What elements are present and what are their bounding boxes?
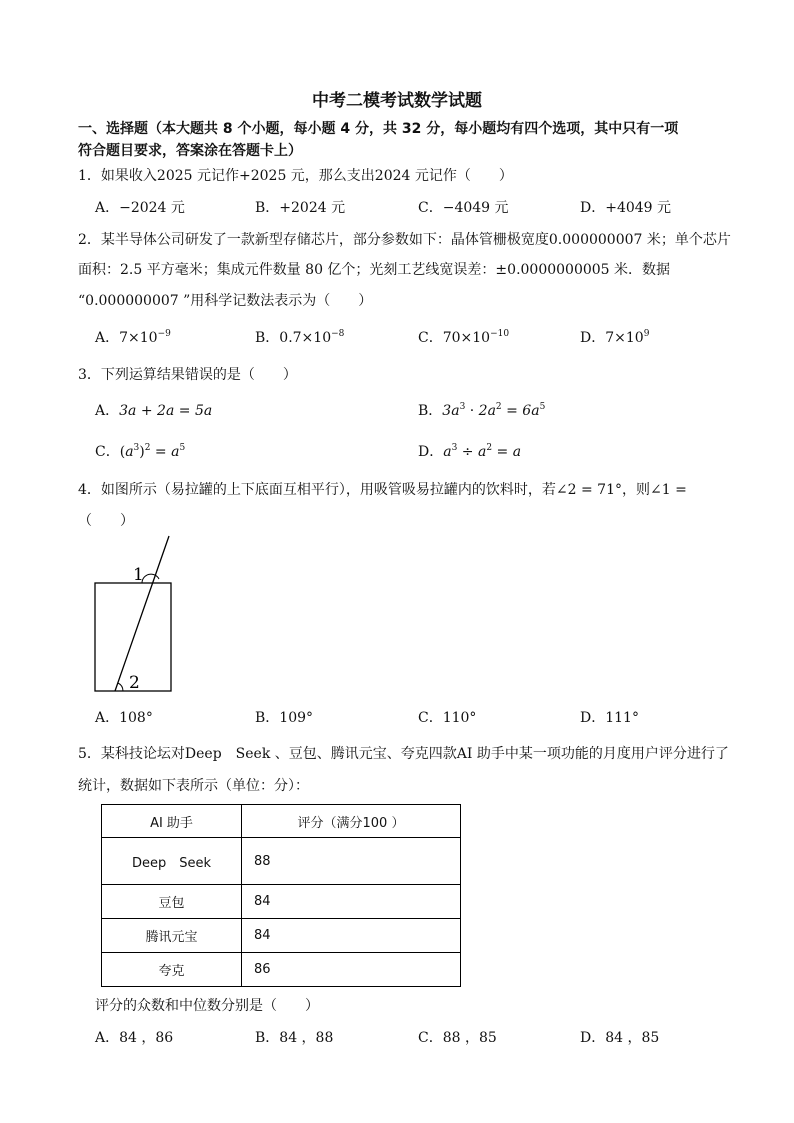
q2-option-c: C．$70\times 10^{-10}$ — [418, 329, 510, 346]
q4-option-c: C．110° — [418, 710, 477, 726]
table-cell-score: 86 — [242, 953, 461, 987]
q3-option-d: D．$a^3 \div a^2 = a$ — [418, 443, 522, 460]
table-cell-name: 豆包 — [102, 885, 242, 919]
q5-line2: 统计，数据如下表所示（单位：分）： — [78, 778, 309, 794]
q1-stem: 1．如果收入2025 元记作+2025 元，那么支出2024 元记作（ ） — [78, 168, 513, 184]
q5-option-c: C．88 ，85 — [418, 1030, 497, 1046]
q5-option-a: A．84 ，86 — [95, 1030, 174, 1046]
q2-line3: “0.000000007 ”用科学记数法表示为（ ） — [78, 293, 373, 309]
q4-line1: 4．如图所示（易拉罐的上下底面互相平行），用吸管吸易拉罐内的饮料时，若∠2 = 71°，则∠1 = — [78, 482, 687, 498]
section-heading-line1: 一、选择题（本大题共 8 个小题，每小题 4 分，共 32 分，每小题均有四个选项，其中只有一项 — [78, 121, 679, 137]
can-straw-figure — [80, 530, 190, 700]
angle2-arc — [118, 683, 123, 691]
q3-stem: 3．下列运算结果错误的是（ ） — [78, 367, 297, 383]
angle1-arc — [142, 574, 159, 583]
table-cell-score: 84 — [242, 919, 461, 953]
q2-option-d: D．$7\times 10^9$ — [580, 329, 650, 346]
table-row — [102, 885, 461, 919]
q5-option-d: D．84 ，85 — [580, 1030, 660, 1046]
angle2-label: 2 — [129, 673, 140, 693]
q2-option-b: B．$0.7\times 10^{-8}$ — [255, 329, 345, 346]
table-row — [102, 919, 461, 953]
straw-line — [115, 536, 169, 691]
table-row — [102, 953, 461, 987]
table-row — [102, 838, 461, 885]
table-cell-name: Deep Seek — [102, 838, 242, 885]
q2-line2: 面积：2.5 平方毫米；集成元件数量 80 亿个；光刻工艺线宽误差：±0.0000000005 米．数据 — [78, 262, 671, 278]
ai-score-table — [101, 804, 461, 987]
q3-option-a: A．3a + 2a = 5a — [95, 403, 213, 419]
q4-line2: （ ） — [78, 513, 134, 529]
table-cell-score: 88 — [242, 838, 461, 885]
table-header-row — [102, 805, 461, 838]
q1-option-c: C．−4049 元 — [418, 200, 509, 216]
q4-option-b: B．109° — [255, 710, 314, 726]
q4-option-a: A．108° — [95, 710, 153, 726]
page-title: 中考二模考试数学试题 — [312, 91, 482, 111]
q3-option-b: B．$3a^3 \cdot 2a^2 = 6a^5$ — [418, 402, 546, 419]
q1-option-d: D．+4049 元 — [580, 200, 672, 216]
q1-option-b: B．+2024 元 — [255, 200, 346, 216]
q2-option-a: A．$7\times 10^{-9}$ — [95, 329, 171, 346]
q3-option-c: C．$(a^3)^2 = a^5$ — [95, 443, 186, 460]
section-heading-line2: 符合题目要求，答案涂在答题卡上） — [78, 143, 302, 159]
table-cell-score: 84 — [242, 885, 461, 919]
q5-line1: 5．某科技论坛对Deep Seek 、豆包、腾讯元宝、夸克四款AI 助手中某一项功能的月度用户评分进行了 — [78, 746, 729, 762]
table-cell-name: 夸克 — [102, 953, 242, 987]
table-header-cell: AI 助手 — [102, 805, 242, 838]
q5-option-b: B．84 ，88 — [255, 1030, 334, 1046]
angle1-label: 1 — [133, 565, 144, 585]
table-header-cell: 评分（满分100 ） — [242, 805, 461, 838]
q2-line1: 2．某半导体公司研发了一款新型存储芯片，部分参数如下：晶体管栅极宽度0.000000007 米；单个芯片 — [78, 232, 731, 248]
table-cell-name: 腾讯元宝 — [102, 919, 242, 953]
q5-question: 评分的众数和中位数分别是（ ） — [95, 998, 319, 1014]
q4-option-d: D．111° — [580, 710, 639, 726]
q1-option-a: A．−2024 元 — [95, 200, 185, 216]
